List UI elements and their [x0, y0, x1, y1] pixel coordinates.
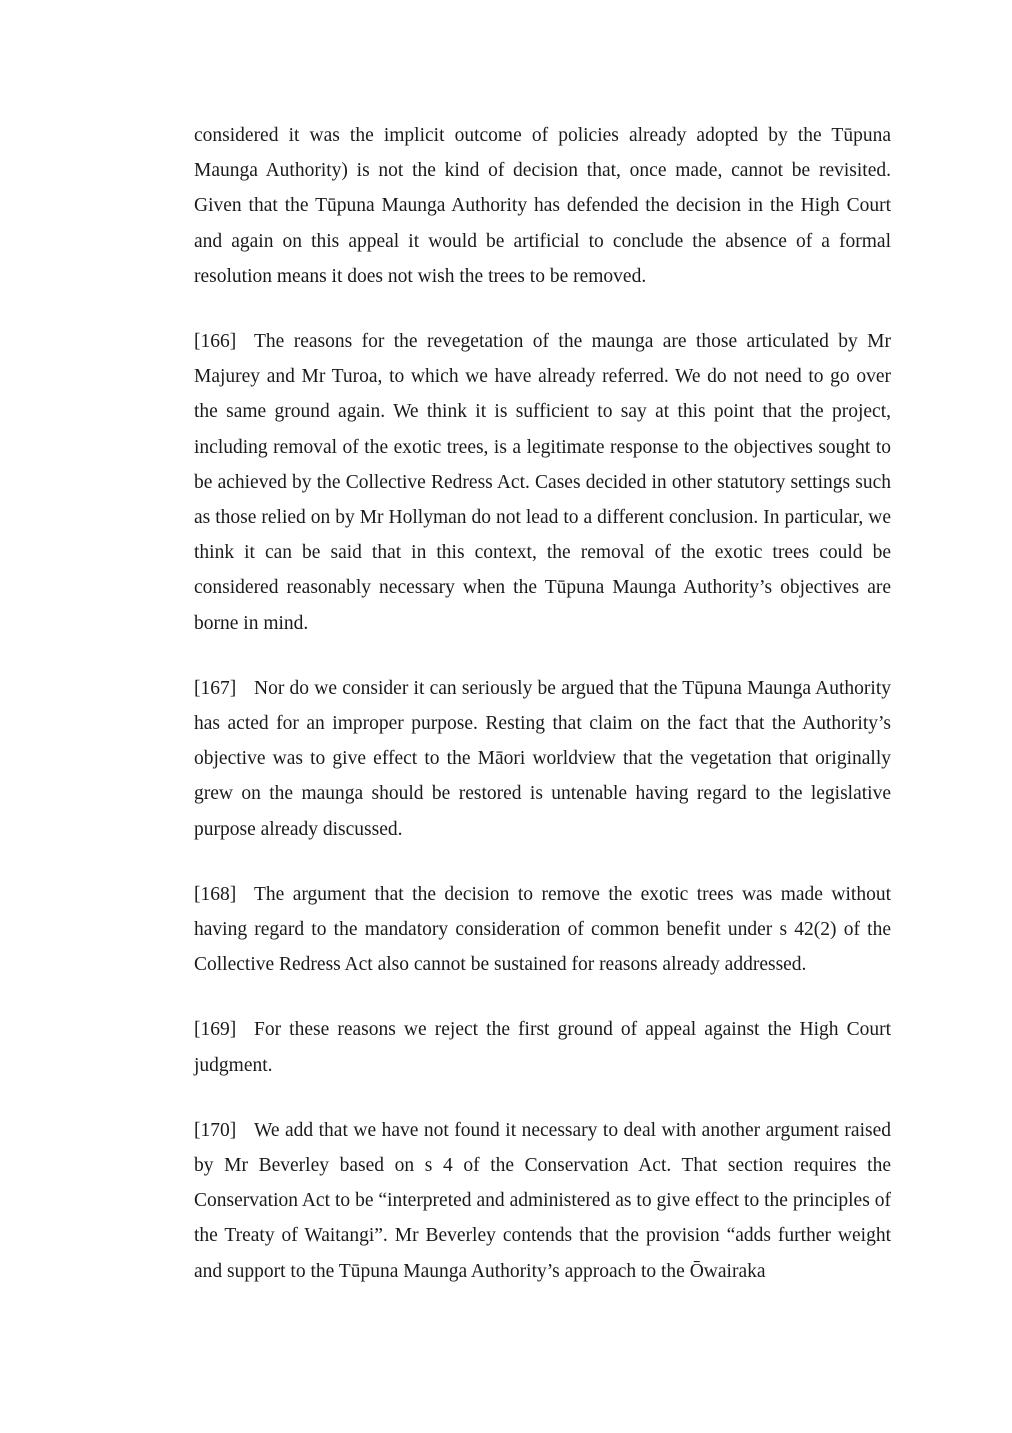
paragraph-text: Nor do we consider it can seriously be argued that the Tūpuna Maunga Authority has acted for an improper purpose. Resting that claim on the fact that the Authority’s objective was to give effect to the Māori worldview that the vegetation that originally grew on the maunga should be restored is untenable having regard to the legislative purpose already discussed.: [194, 677, 891, 840]
paragraph-170: [194, 1113, 891, 1289]
paragraph-continued: [194, 118, 891, 294]
paragraph-text: The argument that the decision to remove the exotic trees was made without having regard to the mandatory consideration of common benefit under s 42(2) of the Collective Redress Act also cannot be sustained for reasons already addressed.: [194, 883, 891, 976]
paragraph-168: [194, 877, 891, 983]
paragraph-number: [167]: [194, 677, 237, 699]
paragraph-number: [166]: [194, 331, 237, 353]
paragraph-number: [168]: [194, 883, 237, 905]
paragraph-number: [169]: [194, 1019, 237, 1041]
paragraph-text: We add that we have not found it necessary to deal with another argument raised by Mr Beverley based on s 4 of the Conservation Act. That section requires the Conservation Act to be “interpreted and administered as to give effect to the principles of the Treaty of Waitangi”. Mr Beverley contends that the provision “adds further weight and support to the Tūpuna Maunga Authority’s approach to the Ōwairaka: [194, 1119, 891, 1282]
document-page: [194, 118, 891, 1319]
paragraph-text: The reasons for the revegetation of the maunga are those articulated by Mr Majurey and Mr Turoa, to which we have already referred. We do not need to go over the same ground again. We think it is sufficient to say at this point that the project, including removal of the exotic trees, is a legitimate response to the objectives sought to be achieved by the Collective Redress Act. Cases decided in other statutory settings such as those relied on by Mr Hollyman do not lead to a different conclusion. In particular, we think it can be said that in this context, the removal of the exotic trees could be considered reasonably necessary when the Tūpuna Maunga Authority’s objectives are borne in mind.: [194, 331, 891, 634]
paragraph-166: [194, 324, 891, 641]
paragraph-167: [194, 671, 891, 847]
paragraph-number: [170]: [194, 1119, 237, 1141]
paragraph-text: considered it was the implicit outcome of policies already adopted by the Tūpuna Maunga Authority) is not the kind of decision that, once made, cannot be revisited. Given that the Tūpuna Maunga Authority has defended the decision in the High Court and again on this appeal it would be artificial to conclude the absence of a formal resolution means it does not wish the trees to be removed.: [194, 125, 891, 287]
paragraph-text: For these reasons we reject the first ground of appeal against the High Court judgment.: [194, 1019, 891, 1076]
paragraph-169: [194, 1012, 891, 1082]
